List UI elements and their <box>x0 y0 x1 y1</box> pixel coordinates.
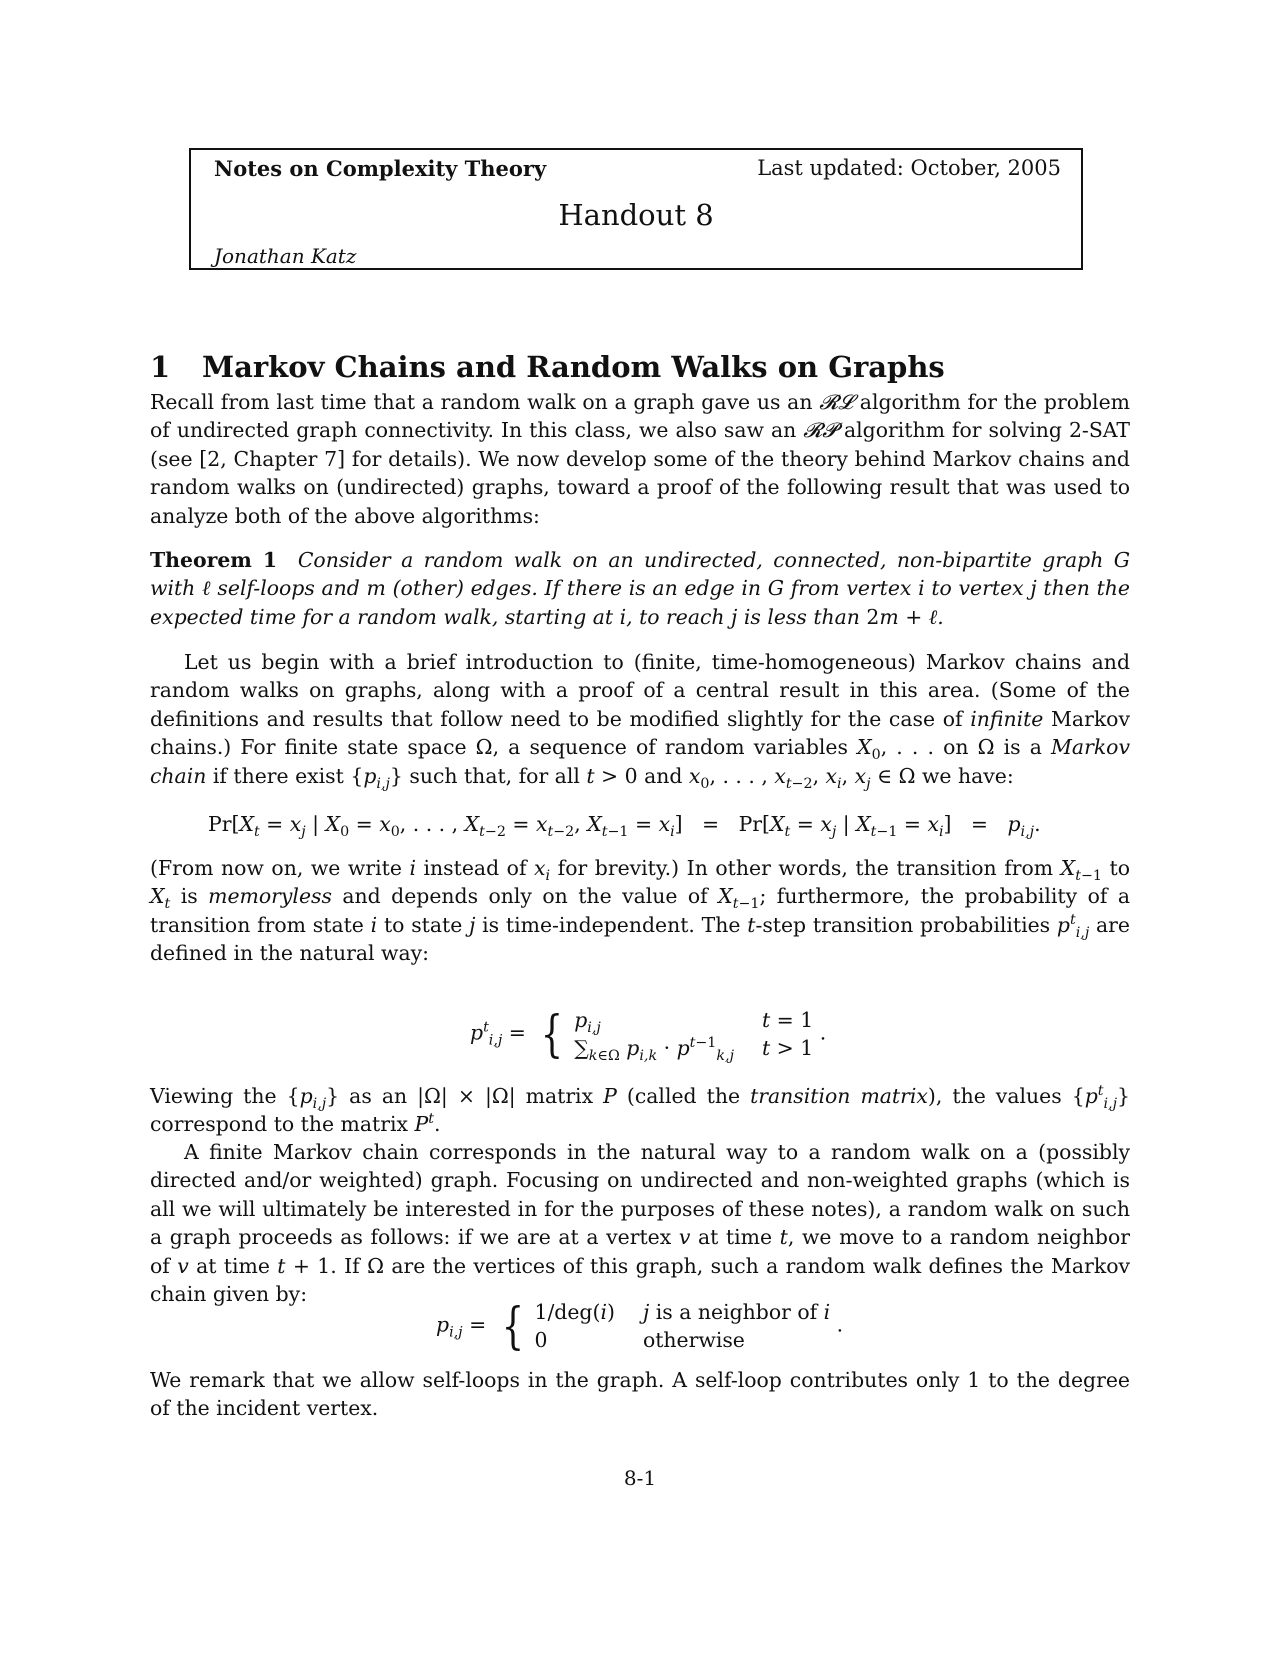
last-updated: Last updated: October, 2005 <box>757 156 1061 180</box>
section-heading <box>150 350 945 384</box>
equation-t-step: $p^t_{i,j}$ = { $p_{i,j}$ t = 1 $\sum_{k\in\Omega}$ $p_{i,k} \cdot p^{t-1}_{k,j}$ t > 1 . <box>470 1005 827 1065</box>
equation-walk-chain: $p_{i,j}$ = { 1/deg(i) j is a neighbor of i 0 otherwise . <box>436 1297 844 1355</box>
paragraph-markov-def: Let us begin with a brief introduction to (finite, time-homogeneous) Markov chains and random walks on graphs, along with a proof of a central result in this area. (Some of the definitions and results that follow need to be modified slightly for the case of infinite Markov chains.) For finite state space Ω, a sequence of random variables $X_0$, . . . on Ω is a Markov chain if there exist $\{p_{i,j}\}$ such that, for all t > 0 and $x_0$, . . . , $x_{t-2}$, $x_i$, $x_j$ ∈ Ω we have: <box>150 650 1130 792</box>
paragraph-self-loops: We remark that we allow self-loops in the graph. A self-loop contributes only 1 to the degree of the incident vertex. <box>150 1368 1130 1421</box>
theorem-1: Theorem 1 Consider a random walk on an undirected, connected, non-bipartite graph G with ℓ self-loops and m (other) edges. If there is an edge in G from vertex i to vertex j then the expected time for a random walk, starting at i, to reach j is less than 2m + ℓ. <box>150 548 1131 629</box>
page-number: 8-1 <box>623 1466 657 1490</box>
paragraph-matrix: Viewing the $\{p_{i,j}\}$ as an |Ω| × |Ω| matrix P (called the transition matrix), the values $\{p^t_{i,j}\}$ correspond to the matrix $P^t$. <box>150 1083 1130 1137</box>
handout-title: Handout 8 <box>558 198 714 232</box>
theorem-label: Theorem 1 <box>150 548 278 572</box>
course-title: Notes on Complexity Theory <box>214 156 547 181</box>
header-box <box>189 148 1083 270</box>
equation-markov-property: $Pr[X_t = x_j$ | $X_0 = x_0$, . . . , $X_{t-2} = x_{t-2}$, $X_{t-1} = x_i] = Pr[X_t = x_j$ | $X_{t-1} = x_i] = p_{i,j}$. <box>208 812 1041 841</box>
paragraph-random-walk: A finite Markov chain corresponds in the natural way to a random walk on a (possibly directed and/or weighted) graph. Focusing on undirected and non-weighted graphs (which is all we will ultimately be interested in for the purposes of these notes), a random walk on such a graph proceeds as follows: if we are at a vertex v at time t, we move to a random neighbor of v at time t + 1. If Ω are the vertices of this graph, such a random walk defines the Markov chain given by: <box>150 1140 1131 1307</box>
paragraph-intro: Recall from last time that a random walk on a graph gave us an 𝓡𝓛 algorithm for the problem of undirected graph connectivity. In this class, we also saw an 𝓡𝓟 algorithm for solving 2-SAT (see [2, Chapter 7] for details). We now develop some of the theory behind Markov chains and random walks on (undirected) graphs, toward a proof of the following result that was used to analyze both of the above algorithms: <box>150 390 1130 528</box>
section-title: Markov Chains and Random Walks on Graphs <box>202 350 945 384</box>
section-number: 1 <box>150 350 171 384</box>
paragraph-transition: (From now on, we write i instead of $x_i$ for brevity.) In other words, the transition from $X_{t-1}$ to $X_t$ is memoryless and depends only on the value of $X_{t-1}$; furthermore, the probability of a transition from state i to state j is time-independent. The t-step transition probabilities $p^t_{i,j}$ are defined in the natural way: <box>150 856 1130 966</box>
author: Jonathan Katz <box>214 244 357 268</box>
